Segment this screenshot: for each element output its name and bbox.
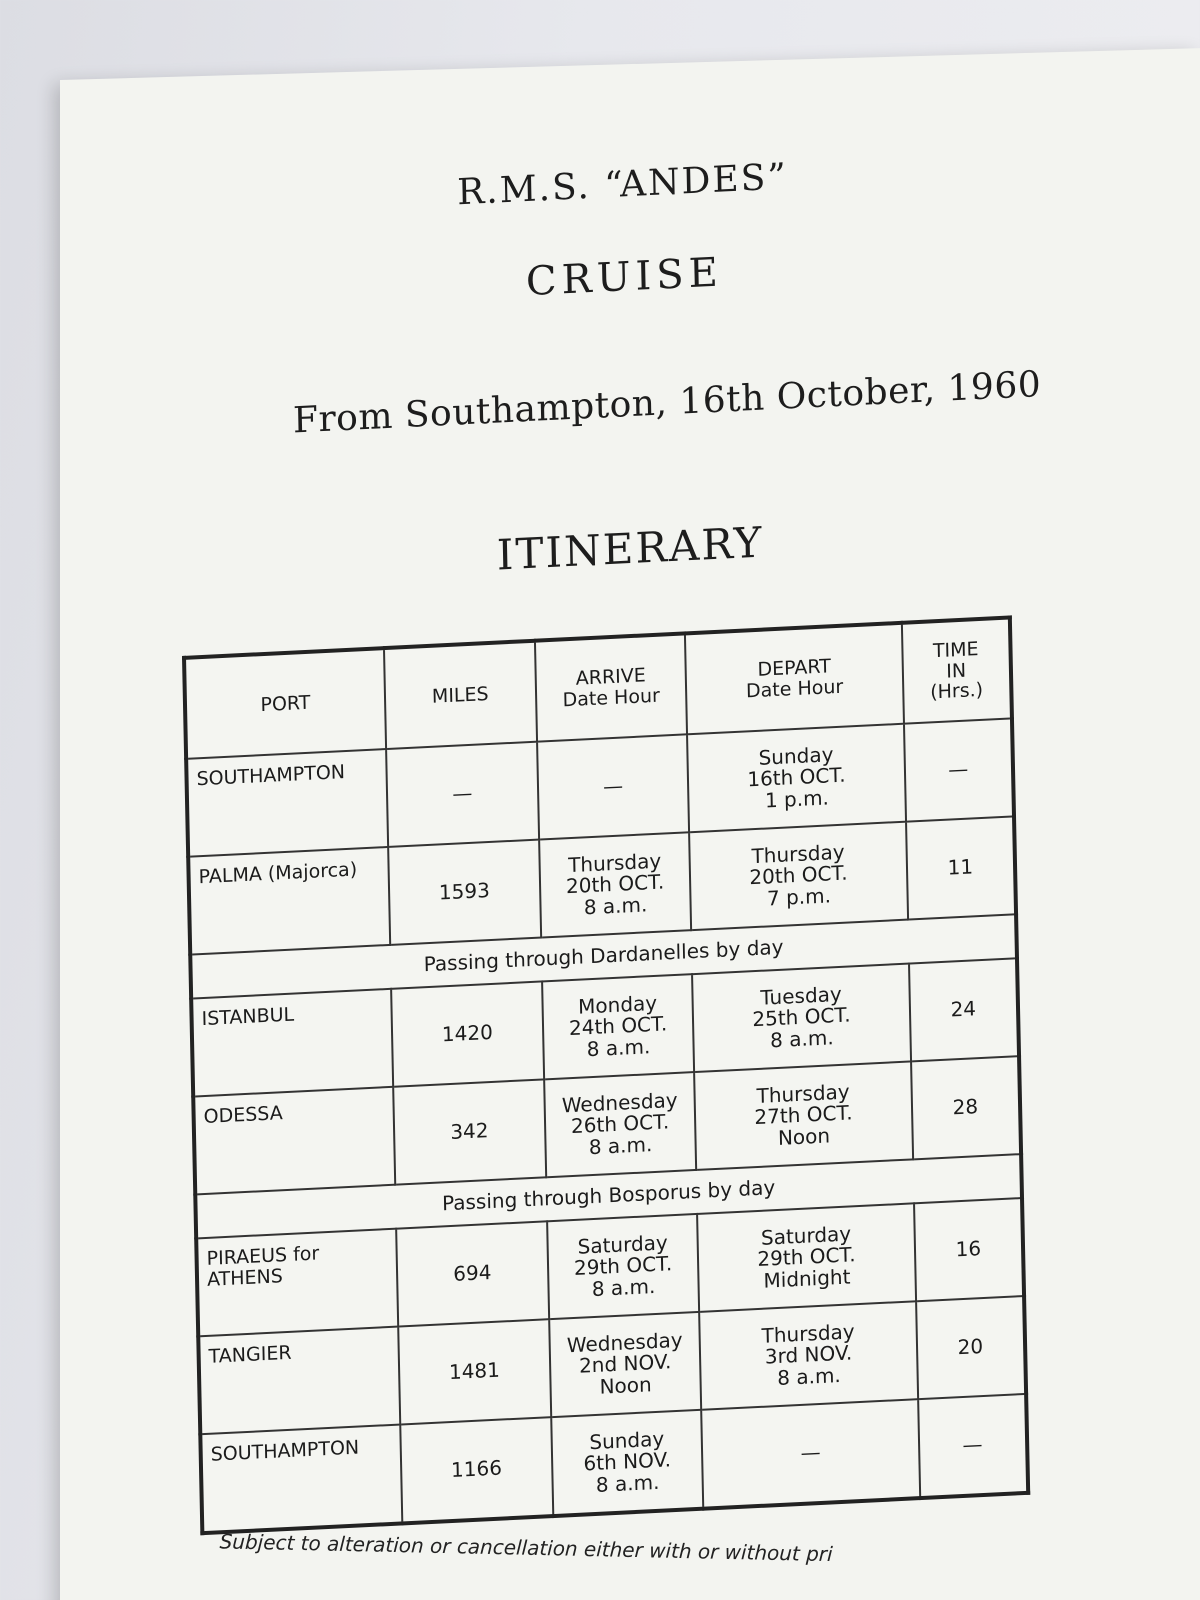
depart-date: 25th OCT. xyxy=(752,1002,851,1032)
time-cell: 11 xyxy=(906,816,1016,919)
miles-cell: 1593 xyxy=(388,840,541,945)
arrive-day: Thursday xyxy=(567,848,662,877)
arrive-hour: 8 a.m. xyxy=(586,1034,651,1062)
miles-cell: — xyxy=(386,742,539,847)
arrive-hour: Noon xyxy=(599,1372,652,1399)
itinerary-page xyxy=(60,48,1200,1600)
arrive-hour: 8 a.m. xyxy=(591,1273,656,1301)
arrive-cell xyxy=(547,1214,700,1319)
depart-hour: Midnight xyxy=(763,1264,851,1293)
arrive-day: — xyxy=(602,773,624,799)
footnote: Subject to alteration or cancellation either with or without pri xyxy=(219,1529,834,1567)
depart-date: 3rd NOV. xyxy=(764,1340,853,1369)
arrive-day: Saturday xyxy=(577,1230,668,1259)
header-arrive-label: ARRIVE xyxy=(575,664,647,691)
arrive-day: Wednesday xyxy=(566,1327,683,1357)
arrive-date: 20th OCT. xyxy=(565,869,665,899)
miles-cell: 342 xyxy=(393,1079,546,1184)
header-port: PORT xyxy=(184,648,386,759)
arrive-hour: 8 a.m. xyxy=(583,892,648,920)
depart-cell xyxy=(699,1301,917,1409)
arrive-date: 6th NOV. xyxy=(583,1447,672,1476)
time-cell: 24 xyxy=(909,958,1019,1061)
time-cell: — xyxy=(918,1394,1028,1498)
port-cell: ODESSA xyxy=(193,1087,395,1195)
arrive-day: Wednesday xyxy=(561,1087,678,1118)
depart-cell xyxy=(692,964,910,1072)
header-time-2: IN xyxy=(946,659,967,683)
arrive-cell xyxy=(544,1072,697,1177)
miles-cell: 1420 xyxy=(391,981,544,1086)
cruise-title: CRUISE xyxy=(525,249,724,306)
passing-note: Passing through Bosporus by day xyxy=(195,1154,1022,1238)
page-content xyxy=(60,48,1200,1600)
port-cell: SOUTHAMPTON xyxy=(200,1425,402,1534)
depart-date: 16th OCT. xyxy=(747,762,846,792)
passing-note: Passing through Dardanelles by day xyxy=(190,914,1017,998)
depart-day: Thursday xyxy=(751,839,845,868)
depart-day: Tuesday xyxy=(760,981,842,1010)
time-cell: 28 xyxy=(911,1056,1021,1159)
arrive-day: Monday xyxy=(577,990,658,1019)
depart-day: Thursday xyxy=(761,1318,855,1348)
time-cell: — xyxy=(904,718,1014,821)
depart-cell xyxy=(687,724,905,832)
arrive-cell xyxy=(542,974,695,1079)
itinerary-table-wrapper xyxy=(182,615,1030,1535)
departure-line: From Southampton, 16th October, 1960 xyxy=(292,363,1042,442)
depart-cell xyxy=(697,1203,915,1311)
arrive-hour: 8 a.m. xyxy=(595,1469,660,1497)
depart-hour: 8 a.m. xyxy=(776,1362,842,1390)
time-cell: 16 xyxy=(914,1198,1024,1301)
arrive-date: 2nd NOV. xyxy=(578,1349,672,1378)
depart-cell xyxy=(689,822,907,930)
header-miles: MILES xyxy=(384,641,537,749)
port-cell: SOUTHAMPTON xyxy=(186,749,388,857)
arrive-date: 26th OCT. xyxy=(570,1109,670,1139)
arrive-cell xyxy=(549,1312,702,1417)
depart-hour: 7 p.m. xyxy=(766,883,832,911)
depart-cell xyxy=(701,1399,919,1508)
arrive-date: 29th OCT. xyxy=(573,1251,673,1281)
port-cell: PIRAEUS for ATHENS xyxy=(196,1229,398,1337)
header-arrive xyxy=(535,633,688,741)
depart-hour: 1 p.m. xyxy=(764,785,830,813)
arrive-day: Sunday xyxy=(589,1426,665,1454)
arrive-cell xyxy=(537,734,690,839)
arrive-date: 24th OCT. xyxy=(568,1011,668,1041)
header-depart-label: DEPART xyxy=(757,655,832,682)
time-cell: 20 xyxy=(916,1296,1026,1399)
depart-date: 29th OCT. xyxy=(757,1242,856,1272)
depart-date: 20th OCT. xyxy=(749,860,848,890)
itinerary-title: ITINERARY xyxy=(496,517,764,580)
depart-cell xyxy=(694,1061,912,1169)
arrive-cell xyxy=(539,832,692,937)
miles-cell: 1166 xyxy=(400,1417,553,1523)
depart-day: Thursday xyxy=(756,1079,850,1108)
ship-name: R.M.S. “ANDES” xyxy=(456,156,789,214)
depart-hour: Noon xyxy=(777,1123,831,1150)
arrive-cell xyxy=(551,1410,704,1516)
port-cell: TANGIER xyxy=(198,1327,400,1435)
arrive-hour: 8 a.m. xyxy=(588,1131,653,1160)
header-arrive-sub: Date Hour xyxy=(562,684,661,712)
header-time-1: TIME xyxy=(932,638,979,663)
port-cell: ISTANBUL xyxy=(191,989,393,1097)
itinerary-table xyxy=(182,615,1030,1535)
header-depart xyxy=(685,623,903,734)
port-cell: PALMA (Majorca) xyxy=(188,847,390,955)
miles-cell: 1481 xyxy=(398,1319,551,1424)
depart-day: — xyxy=(800,1440,821,1466)
header-depart-sub: Date Hour xyxy=(745,675,844,703)
header-time-3: (Hrs.) xyxy=(929,679,984,704)
miles-cell: 694 xyxy=(396,1221,549,1326)
depart-date: 27th OCT. xyxy=(754,1100,853,1130)
depart-day: Saturday xyxy=(760,1221,852,1250)
depart-hour: 8 a.m. xyxy=(769,1025,834,1053)
header-time-in xyxy=(901,618,1012,724)
depart-day: Sunday xyxy=(758,741,834,770)
